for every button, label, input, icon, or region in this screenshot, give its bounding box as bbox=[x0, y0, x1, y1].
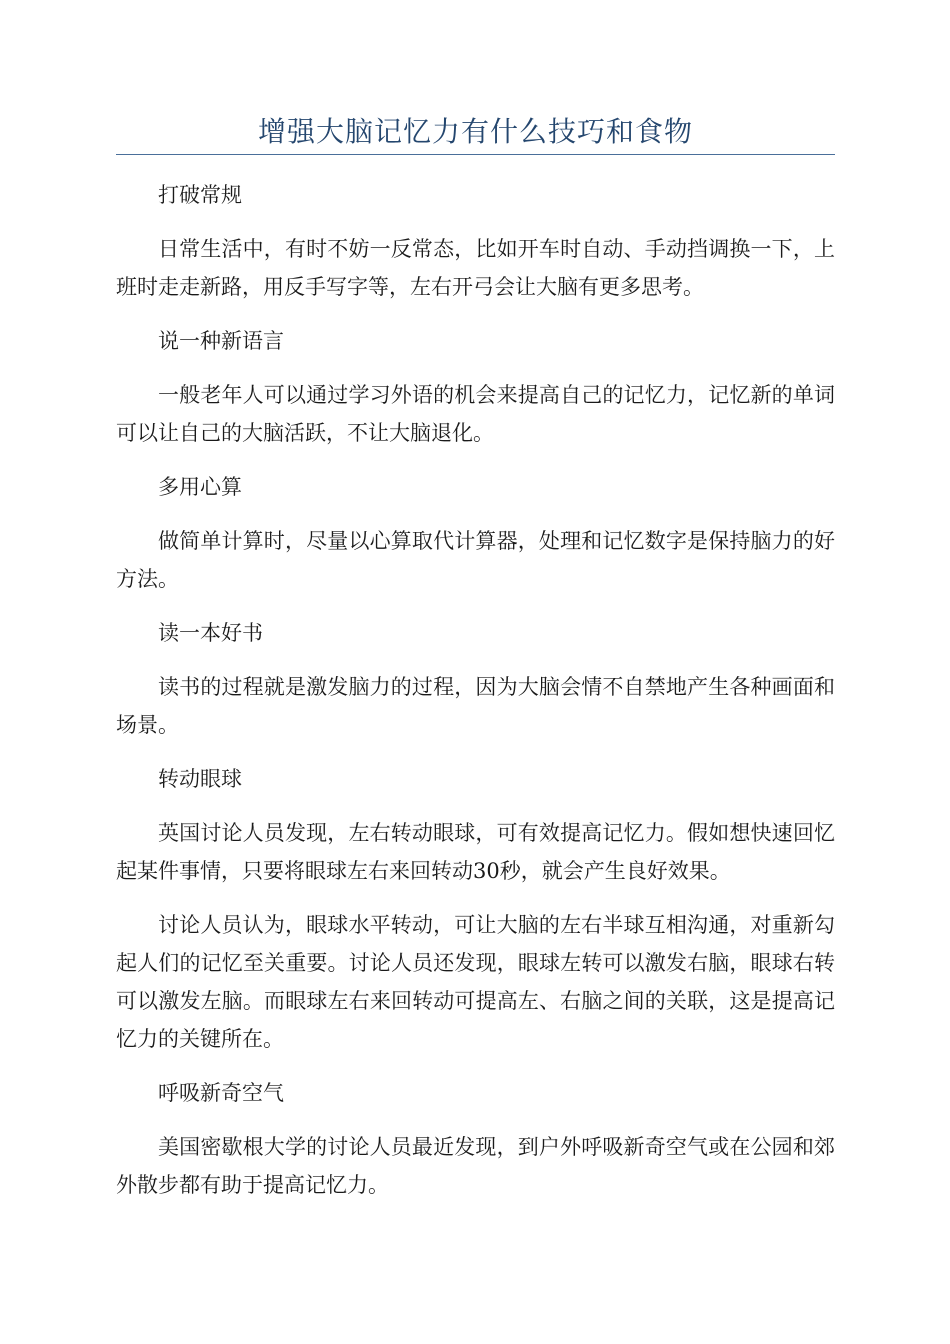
paragraph-fresh-air: 美国密歇根大学的讨论人员最近发现，到户外呼吸新奇空气或在公园和郊外散步都有助于提高记忆力。 bbox=[116, 1135, 835, 1197]
document-title: 增强大脑记忆力有什么技巧和食物 bbox=[257, 115, 693, 148]
section-heading-new-language: 说一种新语言 bbox=[158, 329, 284, 353]
paragraph-mental-math: 做简单计算时，尽量以心算取代计算器，处理和记忆数字是保持脑力的好方法。 bbox=[116, 529, 835, 591]
section-heading-mental-math: 多用心算 bbox=[158, 475, 242, 499]
paragraph-eye-movement-1: 英国讨论人员发现，左右转动眼球，可有效提高记忆力。假如想快速回忆起某件事情，只要将眼球左右来回转动30秒，就会产生良好效果。 bbox=[116, 821, 835, 883]
paragraph-eye-movement-2: 讨论人员认为，眼球水平转动，可让大脑的左右半球互相沟通，对重新勾起人们的记忆至关重要。讨论人员还发现，眼球左转可以激发右脑，眼球右转可以激发左脑。而眼球左右来回转动可提高左、右脑之间的关联，这是提高记忆力的关键所在。 bbox=[116, 913, 835, 1051]
title-divider bbox=[116, 154, 835, 155]
section-heading-break-routine: 打破常规 bbox=[158, 183, 242, 207]
section-heading-eye-movement: 转动眼球 bbox=[158, 767, 242, 791]
paragraph-good-book: 读书的过程就是激发脑力的过程，因为大脑会情不自禁地产生各种画面和场景。 bbox=[116, 675, 835, 737]
paragraph-new-language: 一般老年人可以通过学习外语的机会来提高自己的记忆力，记忆新的单词可以让自己的大脑活跃，不让大脑退化。 bbox=[116, 383, 835, 445]
section-heading-good-book: 读一本好书 bbox=[158, 621, 263, 645]
section-heading-fresh-air: 呼吸新奇空气 bbox=[158, 1081, 284, 1105]
document-body bbox=[116, 176, 835, 1220]
paragraph-break-routine: 日常生活中，有时不妨一反常态，比如开车时自动、手动挡调换一下，上班时走走新路，用反手写字等，左右开弓会让大脑有更多思考。 bbox=[116, 237, 835, 299]
